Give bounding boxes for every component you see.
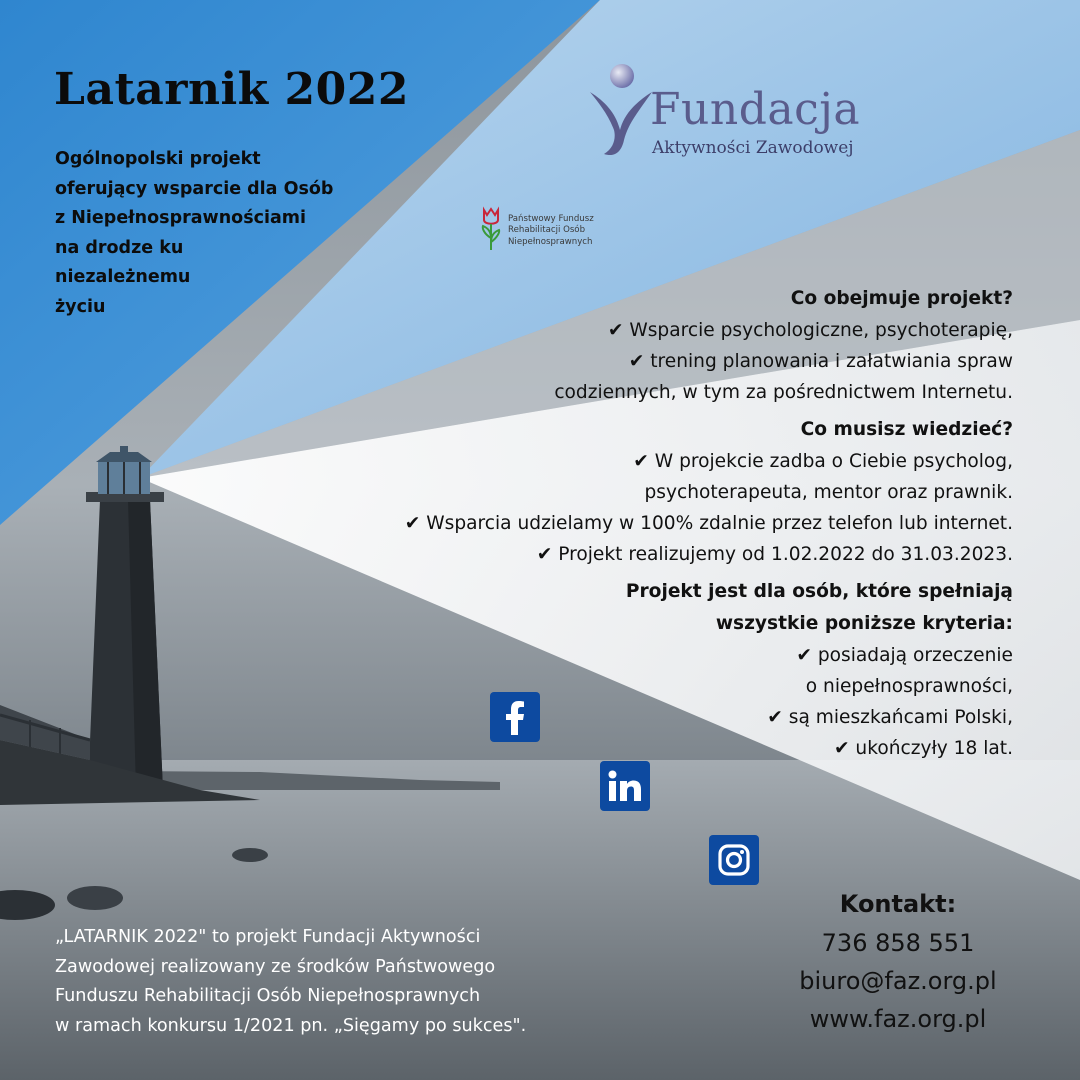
- pfron-name: [508, 214, 594, 248]
- page-title: Latarnik 2022: [54, 64, 409, 115]
- pfron-line: Państwowy Fundusz: [508, 214, 594, 224]
- info-line: ✔ Wsparcie psychologiczne, psychoterapię,: [607, 320, 1013, 341]
- description-line: życiu: [55, 296, 106, 317]
- info-line: psychoterapeuta, mentor oraz prawnik.: [644, 482, 1013, 503]
- description-line: na drodze ku: [55, 237, 184, 258]
- pfron-line: Niepełnosprawnych: [508, 236, 593, 247]
- section-heading: Co obejmuje projekt?: [790, 288, 1013, 309]
- footnote-line: w ramach konkursu 1/2021 pn. „Sięgamy po sukces".: [55, 1015, 527, 1036]
- info-line: ✔ Wsparcia udzielamy w 100% zdalnie przez telefon lub internet.: [404, 513, 1013, 534]
- description-line: oferujący wsparcie dla Osób: [55, 178, 334, 199]
- linkedin-link[interactable]: [600, 761, 650, 811]
- info-line: ✔ Projekt realizujemy od 1.02.2022 do 31.03.2023.: [536, 544, 1013, 565]
- project-description: [55, 145, 355, 323]
- rock: [67, 886, 123, 910]
- description-line: Ogólnopolski projekt: [55, 149, 261, 169]
- facebook-link[interactable]: [490, 692, 540, 742]
- instagram-icon: [717, 843, 751, 877]
- contact-email[interactable]: biuro@faz.org.pl: [799, 967, 997, 995]
- section-heading: wszystkie poniższe kryteria:: [715, 613, 1013, 634]
- footnote-line: „LATARNIK 2022" to projekt Fundacji Aktywności: [55, 927, 481, 947]
- pfron-logo: [478, 206, 648, 254]
- info-line: ✔ są mieszkańcami Polski,: [767, 707, 1013, 728]
- instagram-link[interactable]: [709, 835, 759, 885]
- contact-phone[interactable]: 736 858 551: [821, 929, 975, 957]
- pfron-line: Rehabilitacji Osób: [508, 225, 586, 236]
- contact-website[interactable]: www.faz.org.pl: [809, 1005, 987, 1033]
- facebook-icon: [500, 699, 530, 735]
- description-line: niezależnemu: [55, 267, 191, 288]
- lighthouse: [86, 446, 164, 790]
- logo-name: Fundacja: [650, 84, 861, 135]
- fundacja-logo: [586, 62, 906, 172]
- rock: [232, 848, 268, 862]
- funding-footnote: [55, 923, 526, 1041]
- footnote-line: Zawodowej realizowany ze środków Państwowego: [55, 956, 496, 977]
- contact-heading: Kontakt:: [839, 890, 957, 918]
- section-heading: Co musisz wiedzieć?: [800, 419, 1013, 440]
- info-line: ✔ W projekcie zadba o Ciebie psycholog,: [633, 451, 1013, 472]
- tulip-icon: [478, 206, 504, 254]
- linkedin-icon: [608, 770, 642, 802]
- description-line: z Niepełnosprawnościami: [55, 208, 307, 229]
- info-line: ✔ posiadają orzeczenie: [796, 645, 1013, 666]
- section-heading: Projekt jest dla osób, które spełniają: [625, 581, 1013, 602]
- contact-block: [778, 884, 1018, 1038]
- footnote-line: Funduszu Rehabilitacji Osób Niepełnosprawnych: [55, 986, 481, 1006]
- logo-tagline: Aktywności Zawodowej: [652, 138, 854, 158]
- person-figure-icon: [586, 62, 656, 172]
- info-line: ✔ trening planowania i załatwiania spraw: [628, 351, 1013, 372]
- info-line: ✔ ukończyły 18 lat.: [833, 738, 1013, 759]
- info-line: codziennych, w tym za pośrednictwem Internetu.: [554, 382, 1013, 403]
- info-line: o niepełnosprawności,: [805, 676, 1013, 697]
